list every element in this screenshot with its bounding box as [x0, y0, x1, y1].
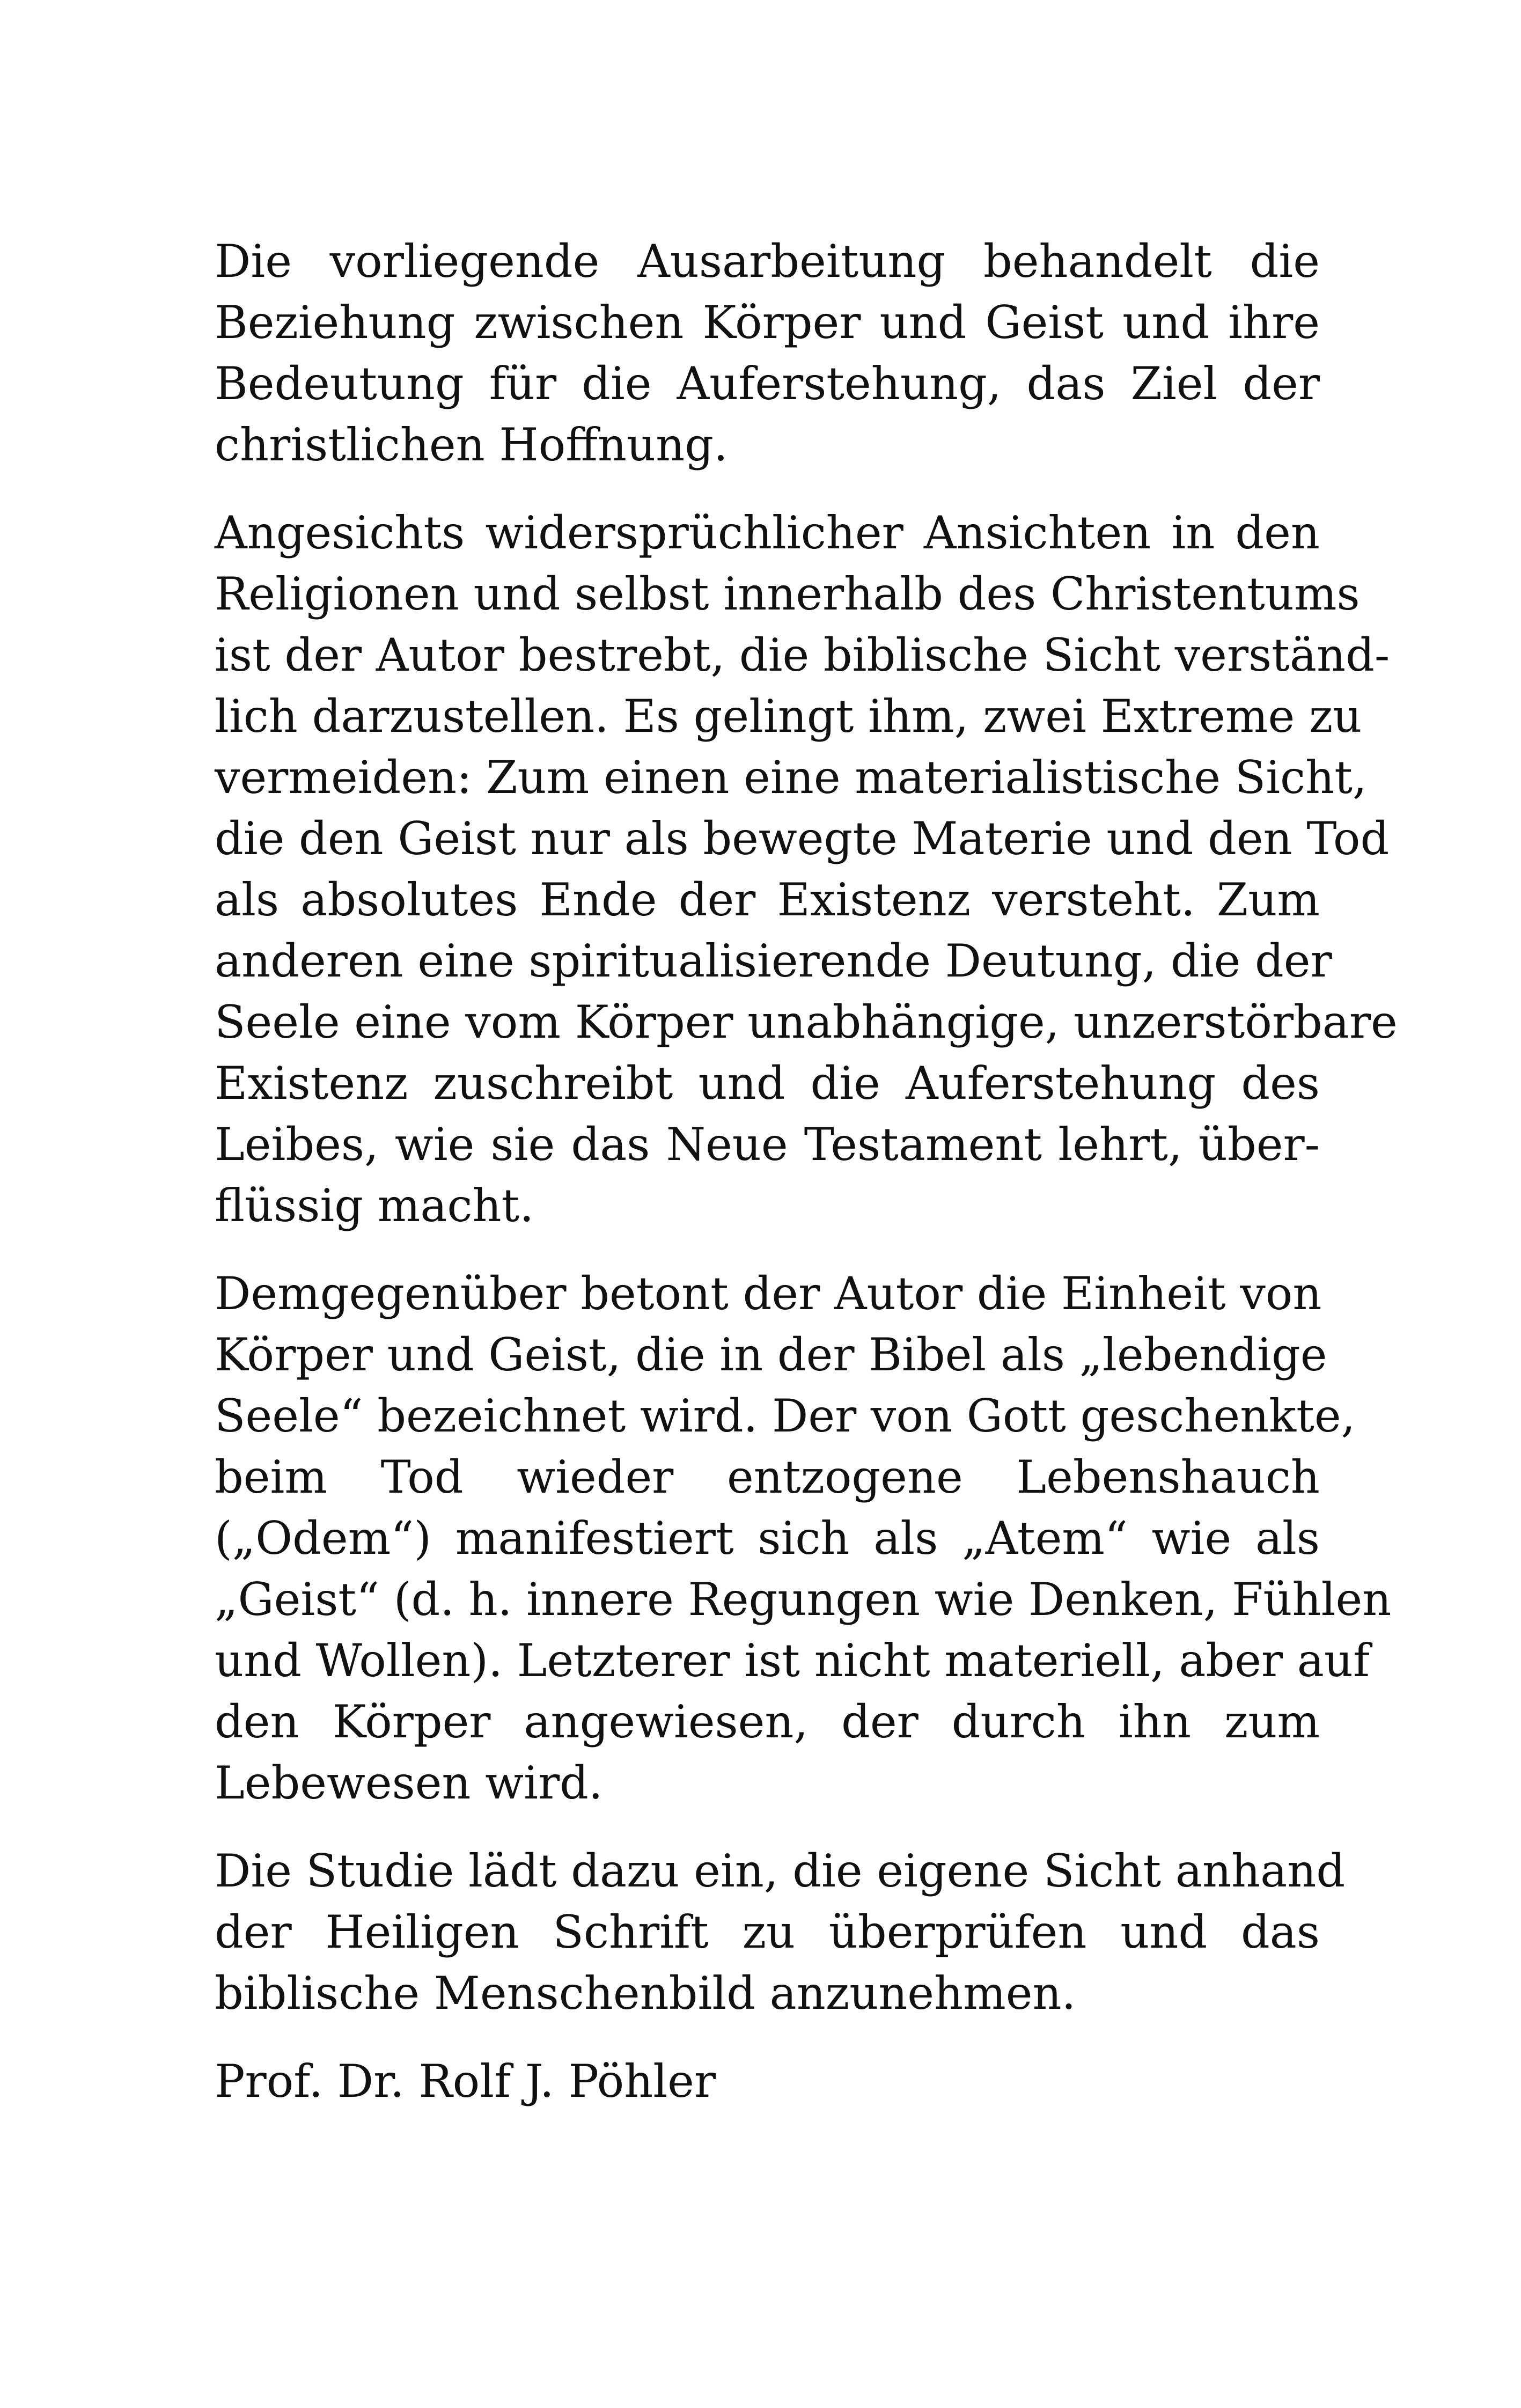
text-line: anderen eine spiritualisierende Deutung, die der [215, 935, 1332, 987]
text-line: Existenz zuschreibt und die Auferstehung des [215, 1057, 1320, 1110]
text-line: „Geist“ (d. h. innere Regungen wie Denken, Fühlen [215, 1573, 1392, 1626]
text-line: die den Geist nur als bewegte Materie und den Tod [215, 812, 1390, 865]
text-line: Leibes, wie sie das Neue Testament lehrt, über- [215, 1118, 1320, 1171]
paragraph-4 [215, 1840, 1346, 2024]
text-line: der Heiligen Schrift zu überprüfen und das [215, 1906, 1320, 1958]
paragraph-3 [215, 1263, 1392, 1814]
text-line: lich darzustellen. Es gelingt ihm, zwei Extreme zu [215, 690, 1362, 743]
text-line: Religionen und selbst innerhalb des Christentums [215, 568, 1360, 620]
text-line: („Odem“) manifestiert sich als „Atem“ wie als [215, 1512, 1320, 1565]
text-line: Die vorliegende Ausarbeitung behandelt die [215, 235, 1320, 288]
text-line: Demgegenüber betont der Autor die Einheit von [215, 1267, 1322, 1320]
text-block [215, 231, 1398, 2112]
text-line: Lebewesen wird. [215, 1757, 603, 1809]
text-line: Seele eine vom Körper unabhängige, unzerstörbare [215, 996, 1398, 1048]
paragraph-1 [215, 231, 1320, 475]
text-line: biblische Menschenbild anzunehmen. [215, 1967, 1076, 2020]
text-line: Bedeutung für die Auferstehung, das Ziel der [215, 357, 1320, 410]
text-line: als absolutes Ende der Existenz versteht. Zum [215, 873, 1320, 926]
text-line: flüssig macht. [215, 1179, 534, 1232]
text-line: Seele“ bezeichnet wird. Der von Gott geschenkte, [215, 1390, 1356, 1442]
paragraph-2 [215, 502, 1398, 1236]
text-line: Angesichts widersprüchlicher Ansichten in den [215, 506, 1320, 559]
text-line: Beziehung zwischen Körper und Geist und ihre [215, 296, 1320, 349]
text-line: den Körper angewiesen, der durch ihn zum [215, 1695, 1320, 1748]
text-line: und Wollen). Letzterer ist nicht materiell, aber auf [215, 1634, 1370, 1687]
text-line: christlichen Hoffnung. [215, 419, 728, 471]
text-line: Körper und Geist, die in der Bibel als „lebendige [215, 1328, 1327, 1381]
author-signature: Prof. Dr. Rolf J. Pöhler [215, 2055, 716, 2108]
text-line: ist der Autor bestrebt, die biblische Sicht verständ- [215, 629, 1390, 681]
text-line: Die Studie lädt dazu ein, die eigene Sicht anhand [215, 1845, 1346, 1897]
text-line: beim Tod wieder entzogene Lebenshauch [215, 1451, 1320, 1503]
text-line: vermeiden: Zum einen eine materialistische Sicht, [215, 751, 1367, 804]
